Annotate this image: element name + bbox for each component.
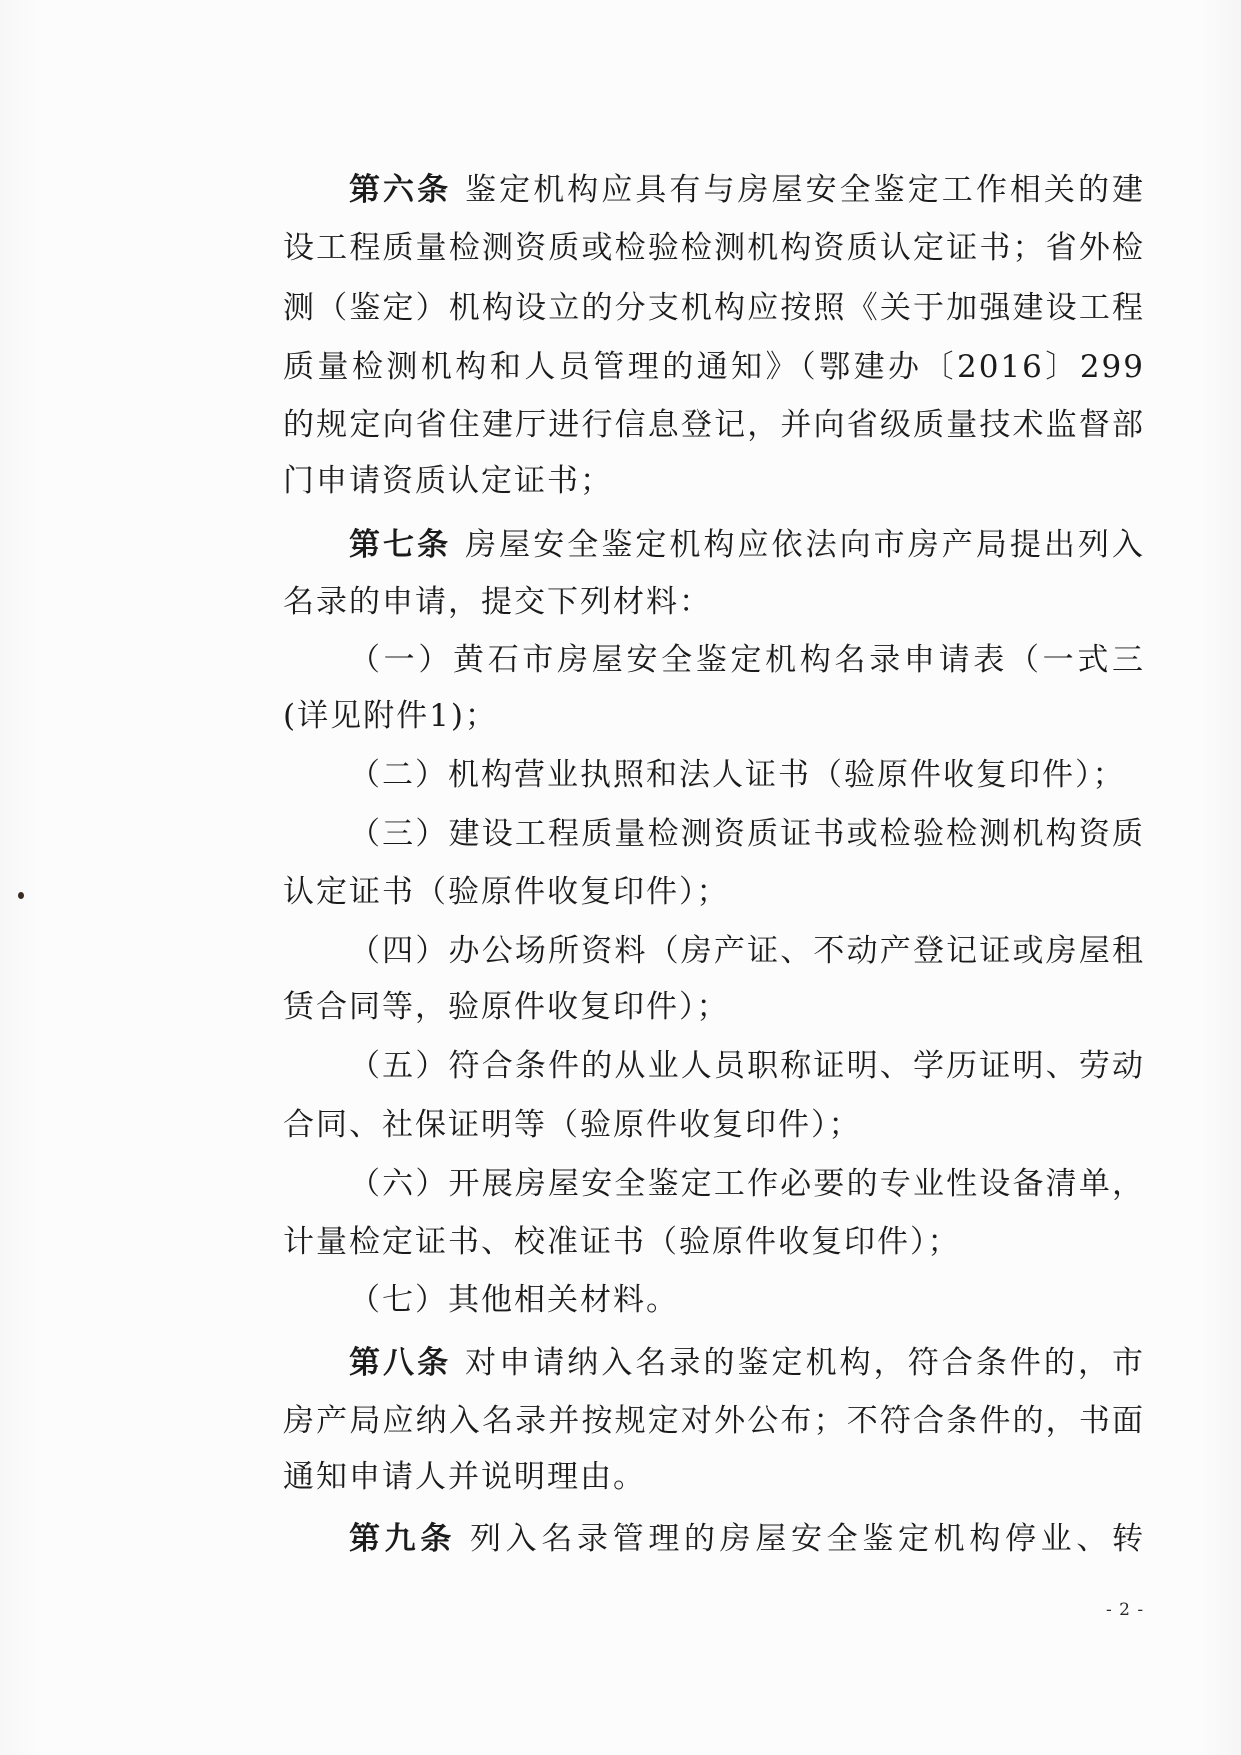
item-2-line-1: （二）机构营业执照和法人证书（验原件收复印件）； — [349, 757, 1126, 793]
article-8-line-3: 通知申请人并说明理由。 — [283, 1459, 646, 1495]
article-6-line-1 — [283, 170, 1145, 210]
item-7-line-1: （七）其他相关材料。 — [349, 1282, 679, 1318]
item-1-line-1: （一）黄石市房屋安全鉴定机构名录申请表（一式三 — [349, 642, 1145, 678]
item-4-line-1: （四）办公场所资料（房产证、不动产登记证或房屋租 — [349, 933, 1145, 969]
article-6-line-6: 门申请资质认定证书； — [283, 463, 613, 499]
item-3-line-2: 认定证书（验原件收复印件）； — [283, 874, 730, 910]
scan-speck — [18, 892, 24, 899]
item-6-line-2: 计量检定证书、校准证书（验原件收复印件）； — [283, 1224, 961, 1260]
article-6-line-3: 测（鉴定）机构设立的分支机构应按照《关于加强建设工程 — [283, 290, 1145, 326]
article-7-label: 第七条 — [349, 527, 452, 563]
article-6-line-2: 设工程质量检测资质或检验检测机构资质认定证书；省外检 — [283, 230, 1145, 266]
article-7-line-2: 名录的申请，提交下列材料： — [283, 584, 712, 620]
article-7-text: 房屋安全鉴定机构应依法向市房产局提出列入 — [465, 527, 1145, 563]
article-8-text: 对申请纳入名录的鉴定机构，符合条件的，市 — [465, 1345, 1145, 1381]
page-number: - 2 - — [1106, 1600, 1145, 1620]
item-3-line-1: （三）建设工程质量检测资质证书或检验检测机构资质 — [349, 816, 1145, 852]
article-9-line-1 — [283, 1519, 1145, 1559]
article-6-line-4: 质量检测机构和人员管理的通知》（鄂建办〔2016〕299 — [283, 349, 1145, 385]
article-6-label: 第六条 — [349, 172, 452, 208]
article-9-text: 列入名录管理的房屋安全鉴定机构停业、转 — [470, 1521, 1145, 1557]
item-5-line-1: （五）符合条件的从业人员职称证明、学历证明、劳动 — [349, 1048, 1145, 1084]
article-6-line-5: 的规定向省住建厅进行信息登记，并向省级质量技术监督部 — [283, 407, 1145, 443]
article-7-line-1 — [283, 525, 1145, 565]
item-4-line-2: 赁合同等，验原件收复印件）； — [283, 989, 730, 1025]
item-1-line-2: (详见附件1)； — [283, 698, 498, 734]
article-9-label: 第九条 — [349, 1521, 456, 1557]
item-5-line-2: 合同、社保证明等（验原件收复印件）； — [283, 1107, 862, 1143]
item-6-line-1: （六）开展房屋安全鉴定工作必要的专业性设备清单， — [349, 1166, 1145, 1202]
article-8-label: 第八条 — [349, 1345, 452, 1381]
article-8-line-2: 房产局应纳入名录并按规定对外公布；不符合条件的，书面 — [283, 1403, 1145, 1439]
article-8-line-1 — [283, 1343, 1145, 1383]
article-6-text: 鉴定机构应具有与房屋安全鉴定工作相关的建 — [465, 172, 1145, 208]
